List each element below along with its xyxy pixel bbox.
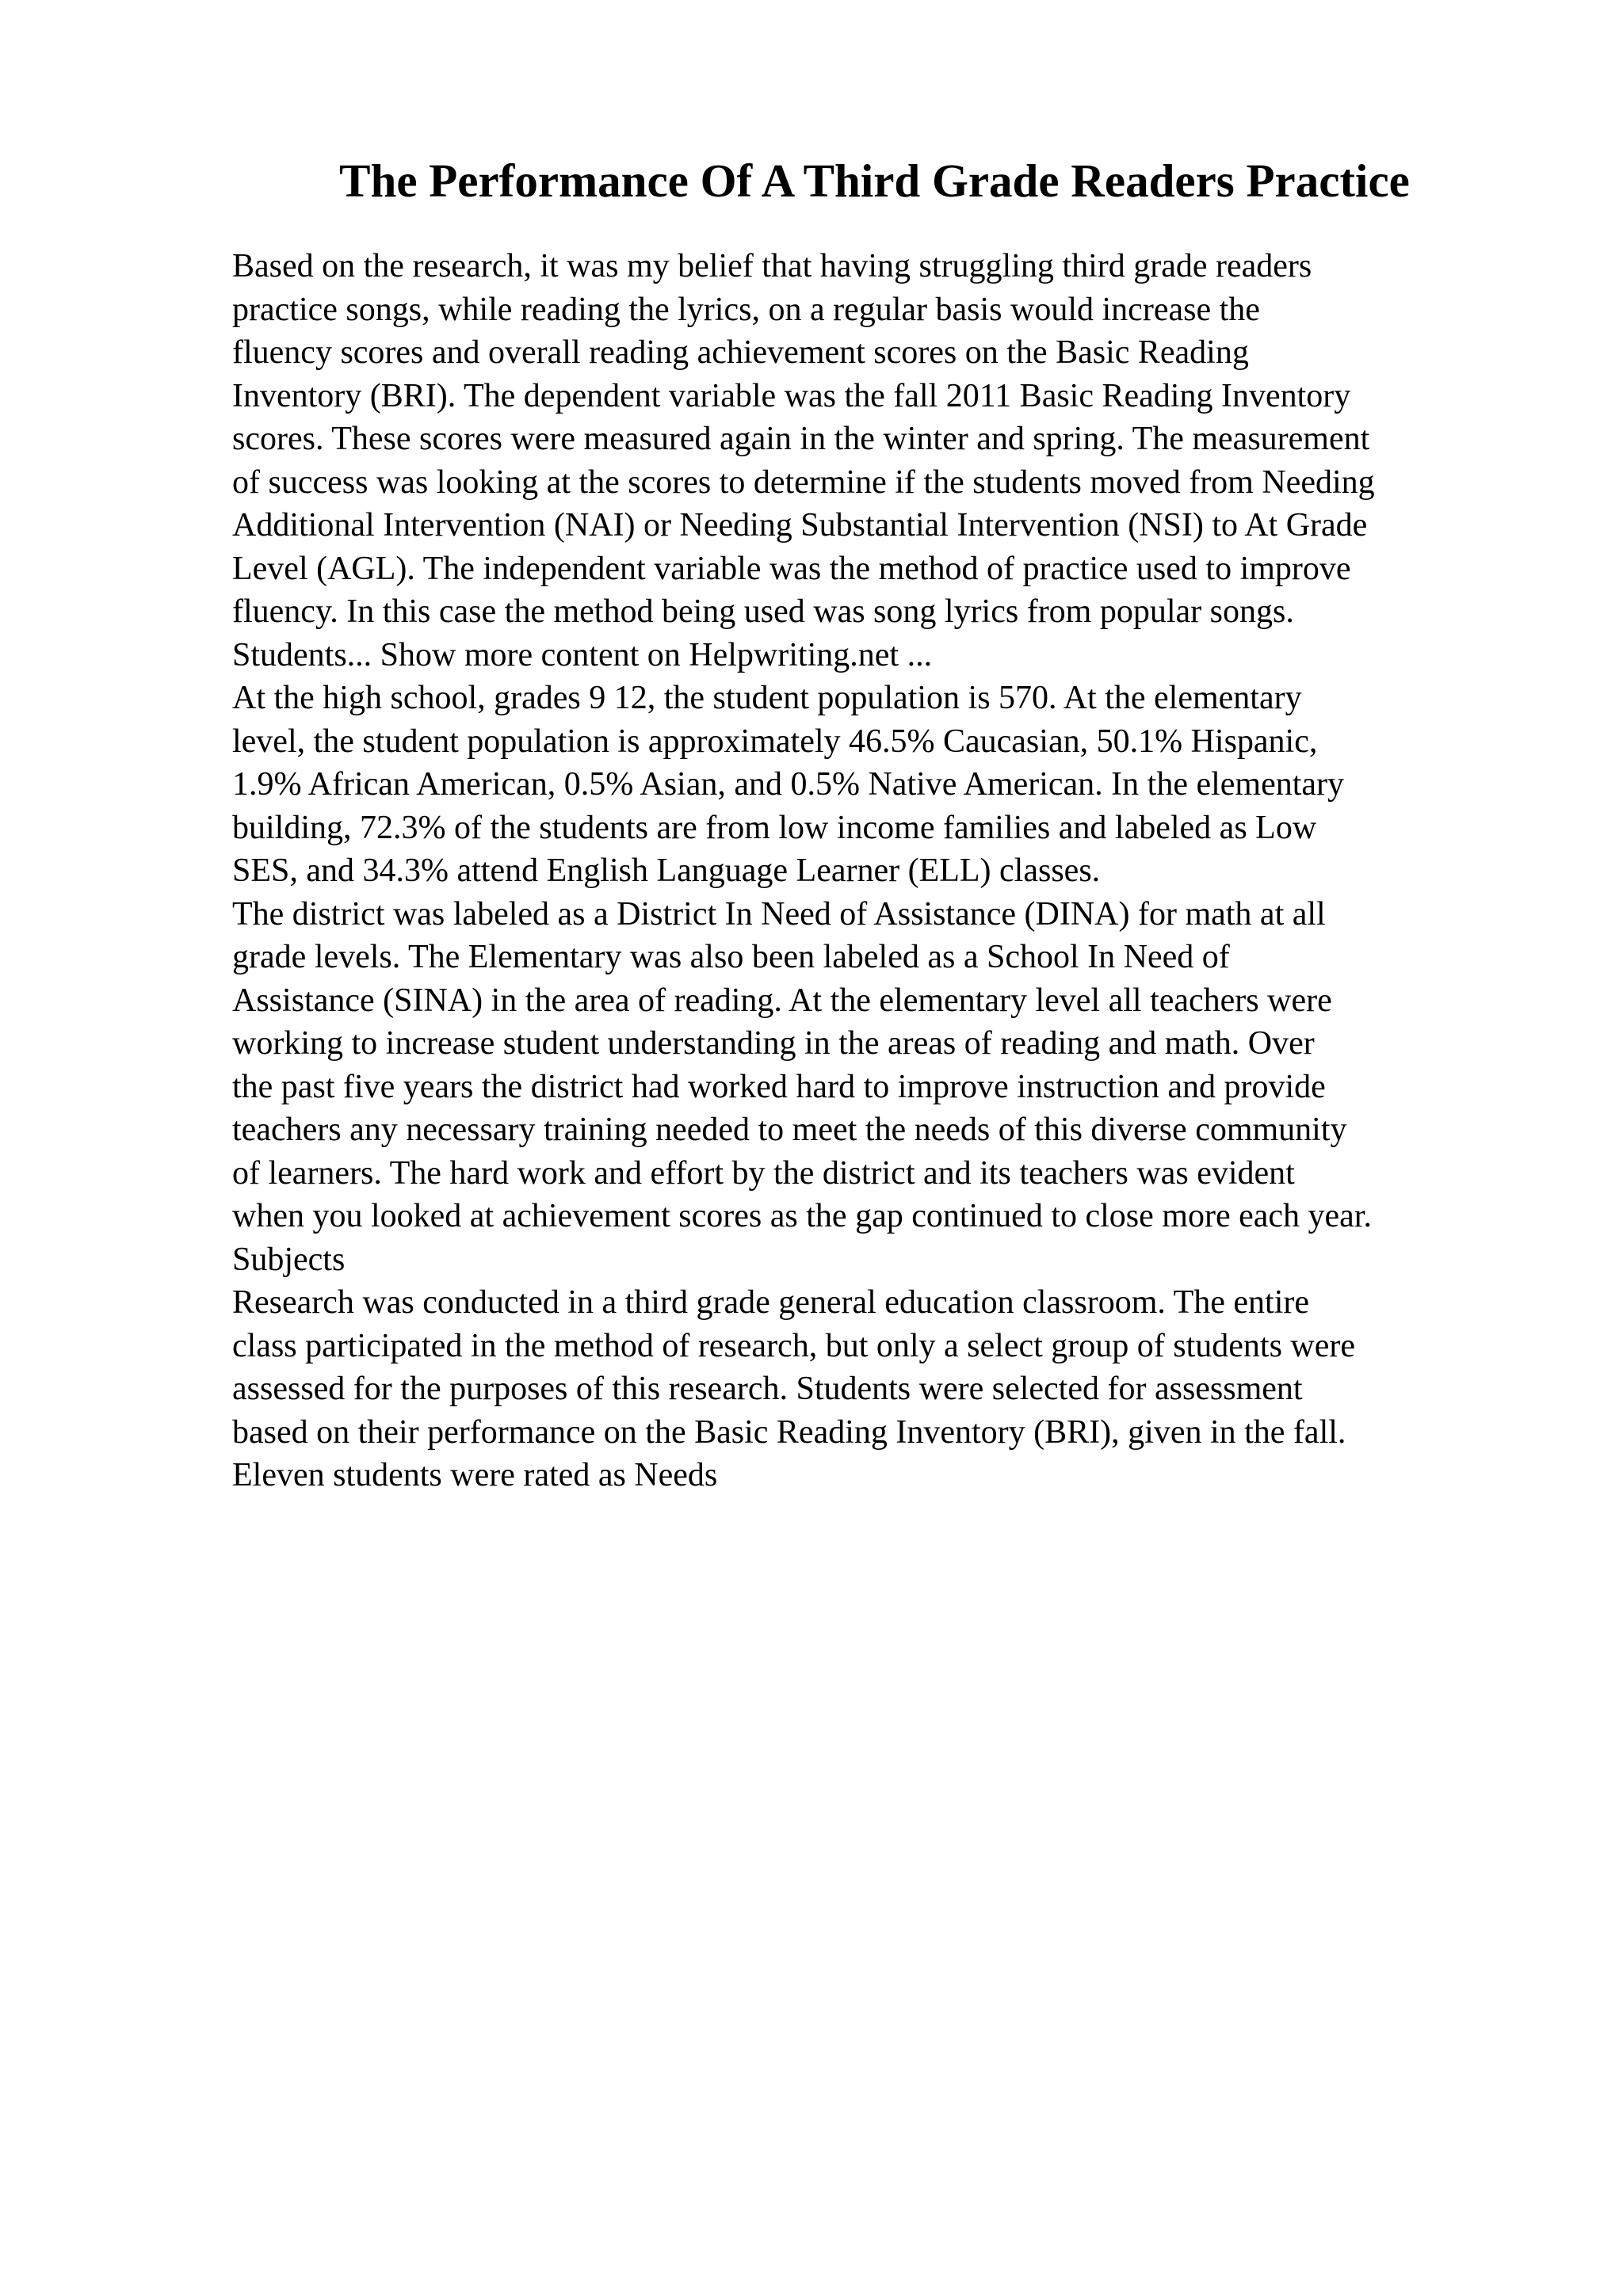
- body-line: At the high school, grades 9 12, the student population is 570. At the elementary: [232, 680, 1302, 716]
- body-line: class participated in the method of research, but only a select group of students were: [232, 1327, 1356, 1364]
- body-line: fluency. In this case the method being used was song lyrics from popular songs.: [232, 593, 1294, 630]
- body-line: scores. These scores were measured again in the winter and spring. The measurement: [232, 421, 1370, 457]
- body-line: based on their performance on the Basic Reading Inventory (BRI), given in the fall.: [232, 1413, 1346, 1451]
- body-line: Inventory (BRI). The dependent variable was the fall 2011 Basic Reading Inventory: [232, 377, 1351, 414]
- body-line: fluency scores and overall reading achievement scores on the Basic Reading: [232, 334, 1249, 371]
- body-line: SES, and 34.3% attend English Language Learner (ELL) classes.: [232, 852, 1101, 889]
- body-line: assessed for the purposes of this research. Students were selected for assessment: [232, 1371, 1303, 1407]
- body-line: grade levels. The Elementary was also been labeled as a School In Need of: [232, 939, 1230, 975]
- section-heading-subjects: Subjects: [232, 1241, 346, 1278]
- body-line: working to increase student understanding in the areas of reading and math. Over: [232, 1025, 1315, 1062]
- body-line: Assistance (SINA) in the area of reading. At the elementary level all teachers were: [232, 982, 1332, 1019]
- body-line: the past five years the district had worked hard to improve instruction and provide: [232, 1068, 1326, 1105]
- body-line: of learners. The hard work and effort by the district and its teachers was evident: [232, 1154, 1295, 1192]
- body-line: Research was conducted in a third grade general education classroom. The entire: [232, 1284, 1310, 1321]
- body-line: teachers any necessary training needed to meet the needs of this diverse community: [232, 1112, 1347, 1148]
- body-line: building, 72.3% of the students are from low income families and labeled as Low: [232, 809, 1317, 846]
- body-line: level, the student population is approximately 46.5% Caucasian, 50.1% Hispanic,: [232, 723, 1318, 760]
- body-line: Students... Show more content on Helpwriting.net ...: [232, 636, 933, 673]
- body-line: Level (AGL). The independent variable was the method of practice used to improve: [232, 550, 1351, 587]
- body-line: Additional Intervention (NAI) or Needing Substantial Intervention (NSI) to At Grade: [232, 507, 1368, 543]
- body-line: practice songs, while reading the lyrics, on a regular basis would increase the: [232, 291, 1260, 328]
- body-line: when you looked at achievement scores as the gap continued to close more each year.: [232, 1198, 1372, 1234]
- document-body: [232, 245, 1532, 1497]
- body-line: The district was labeled as a District In Need of Assistance (DINA) for math at all: [232, 895, 1326, 933]
- body-line: Eleven students were rated as Needs: [232, 1457, 718, 1493]
- body-line: 1.9% African American, 0.5% Asian, and 0.5% Native American. In the elementary: [232, 766, 1345, 803]
- body-line: Based on the research, it was my belief that having struggling third grade readers: [232, 248, 1312, 284]
- document-title: The Performance Of A Third Grade Readers Practice: [339, 154, 1410, 207]
- body-line: of success was looking at the scores to determine if the students moved from Needing: [232, 463, 1375, 501]
